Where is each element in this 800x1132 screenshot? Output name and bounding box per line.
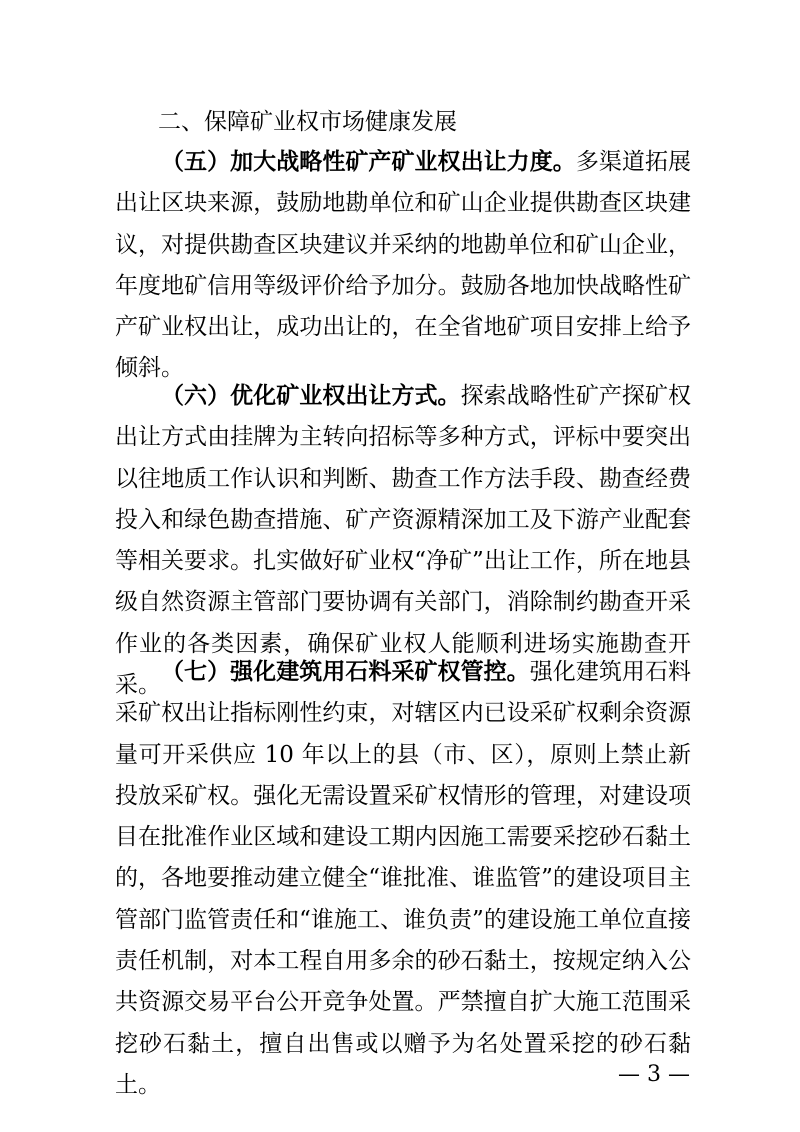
paragraph-7 — [115, 652, 691, 1106]
paragraph-6-body: 探索战略性矿产探矿权出让方式由挂牌为主转向招标等多种方式，评标中要突出以往地质工作认识和判断、勘查工作方法手段、勘查经费投入和绿色勘查措施、矿产资源精深加工及下游产业配套等相关要求。扎实做好矿业权“净矿”出让工作，所在地县级自然资源主管部门要协调有关部门，消除制约勘查开采作业的各类因素，确保矿业权人能顺利进场实施勘查开采。 — [115, 383, 692, 699]
paragraph-5-lead: （五）加大战略性矿产矿业权出让力度。 — [161, 149, 576, 175]
paragraph-7-lead: （七）强化建筑用石料采矿权管控。 — [161, 659, 530, 685]
paragraph-5 — [115, 142, 691, 390]
paragraph-6-lead: （六）优化矿业权出让方式。 — [161, 383, 461, 409]
paragraph-5-body: 多渠道拓展出让区块来源，鼓励地勘单位和矿山企业提供勘查区块建议，对提供勘查区块建议并采纳的地勘单位和矿山企业，年度地矿信用等级评价给予加分。鼓励各地加快战略性矿产矿业权出让，成功出让的，在全省地矿项目安排上给予倾斜。 — [115, 149, 692, 382]
paragraph-7-body: 强化建筑用石料采矿权出让指标刚性约束，对辖区内已设采矿权剩余资源量可开采供应 10 年以上的县（市、区），原则上禁止新投放采矿权。强化无需设置采矿权情形的管理，对建设项目在批准作业区域和建设工期内因施工需要采挖砂石黏土的，各地要推动建立健全“谁批准、谁监管”的建设项目主管部门监管责任和“谁施工、谁负责”的建设施工单位直接责任机制，对本工程自用多余的砂石黏土，按规定纳入公共资源交易平台公开竞争处置。严禁擅自扩大施工范围采挖砂石黏土，擅自出售或以赠予为名处置采挖的砂石黏土。 — [115, 659, 692, 1098]
section-heading: 二、保障矿业权市场健康发展 — [158, 109, 457, 135]
page-number: — 3 — — [618, 1062, 690, 1087]
